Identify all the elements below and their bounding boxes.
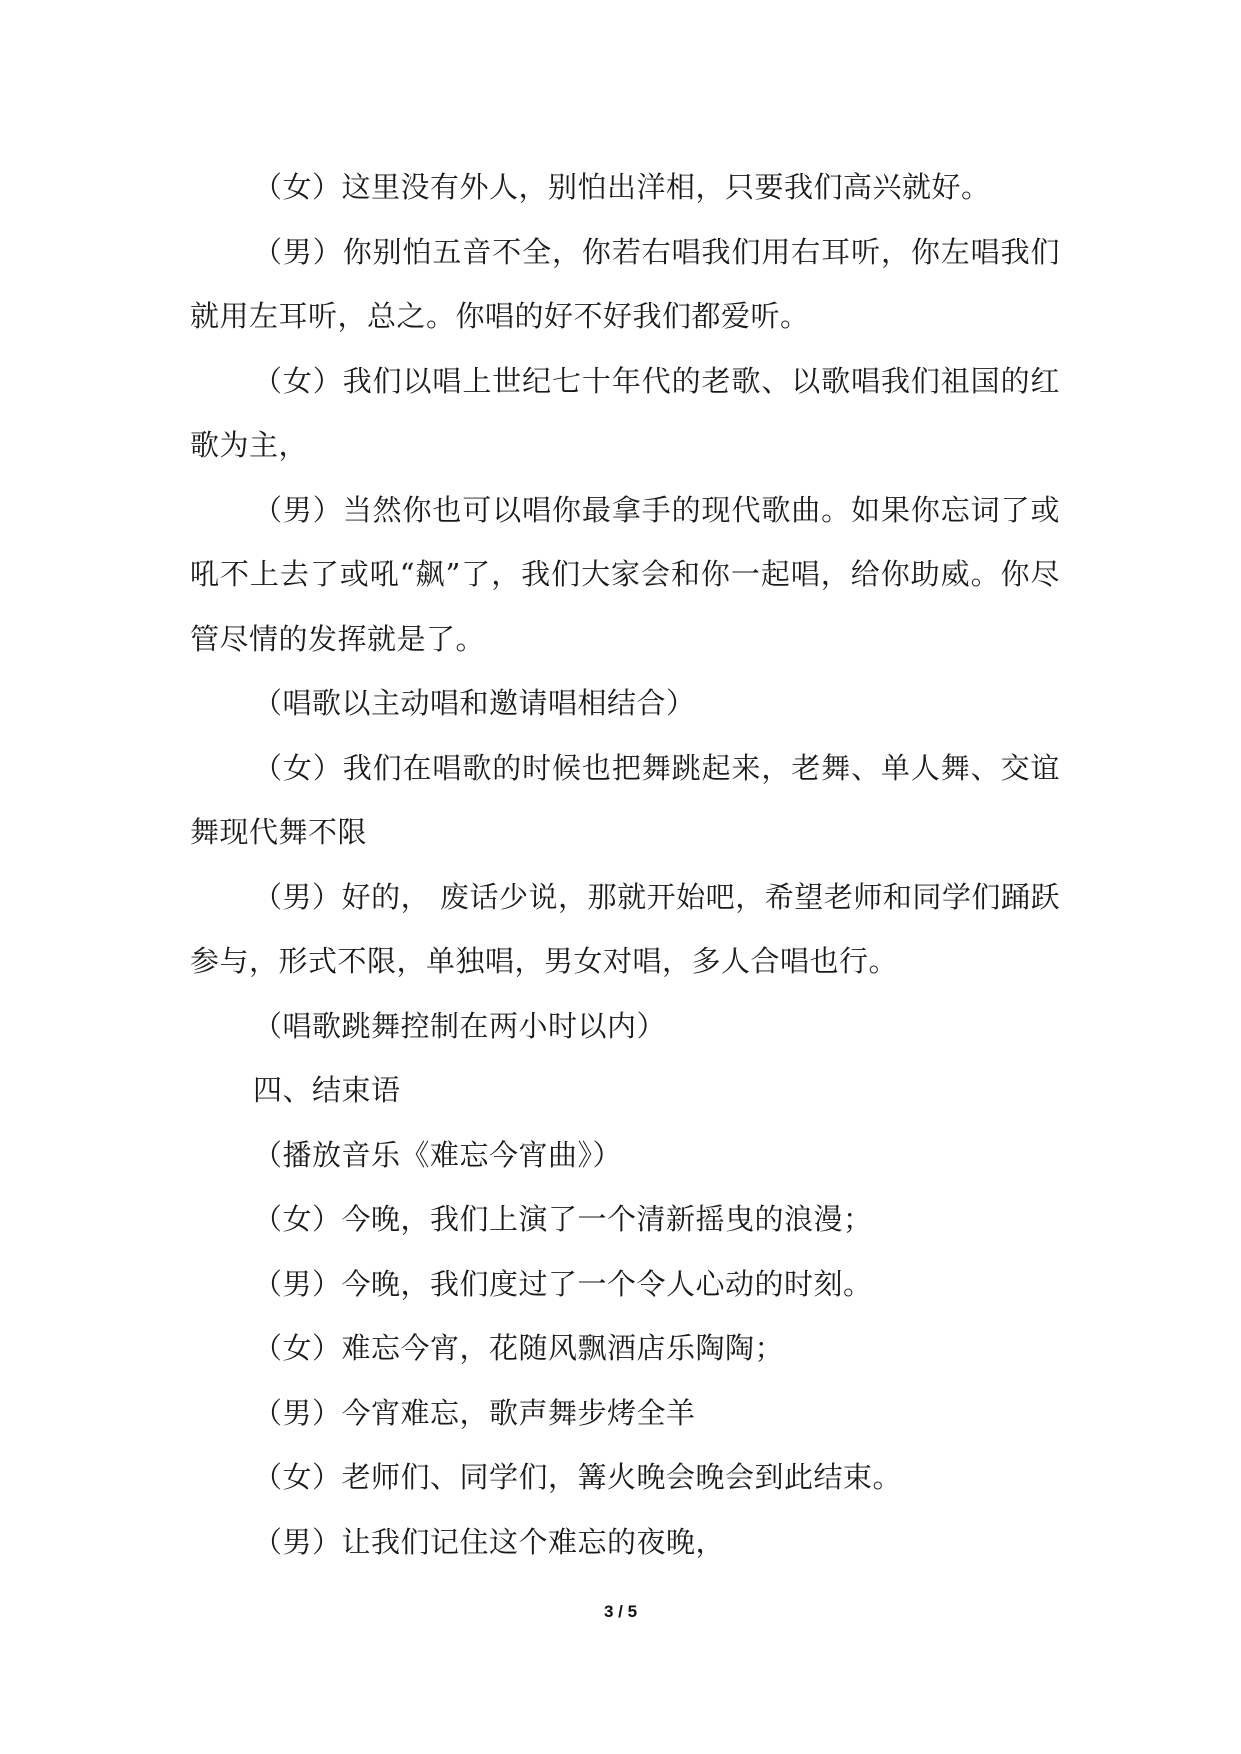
paragraph: （男）今晚，我们度过了一个令人心动的时刻。 bbox=[253, 1266, 873, 1301]
section-heading: 四、结束语 bbox=[253, 1073, 401, 1107]
document-body bbox=[190, 155, 1060, 1574]
paragraph: （男）今宵难忘，歌声舞步烤全羊 bbox=[253, 1395, 696, 1430]
paragraph: （女）难忘今宵，花随风飘酒店乐陶陶； bbox=[253, 1331, 785, 1365]
paragraph: （女）我们以唱上世纪七十年代的老歌、以歌唱我们祖国的红歌为主， bbox=[190, 363, 1060, 462]
paragraph: （女）我们在唱歌的时候也把舞跳起来，老舞、单人舞、交谊舞现代舞不限 bbox=[190, 750, 1060, 849]
paragraph: （男）当然你也可以唱你最拿手的现代歌曲。如果你忘词了或吼不上去了或吼“飙”了，我们大家会和你一起唱，给你助威。你尽管尽情的发挥就是了。 bbox=[190, 492, 1060, 656]
paragraph: （唱歌跳舞控制在两小时以内） bbox=[253, 1008, 667, 1043]
paragraph: （男）你别怕五音不全，你若右唱我们用右耳听，你左唱我们就用左耳听，总之。你唱的好不好我们都爱听。 bbox=[190, 234, 1060, 333]
paragraph: （唱歌以主动唱和邀请唱相结合） bbox=[253, 686, 696, 720]
paragraph: （女）今晚，我们上演了一个清新摇曳的浪漫； bbox=[253, 1202, 873, 1236]
paragraph: （女）这里没有外人，别怕出洋相，只要我们高兴就好。 bbox=[253, 170, 991, 204]
paragraph: （男）好的， 废话少说，那就开始吧，希望老师和同学们踊跃参与，形式不限，单独唱，男女对唱，多人合唱也行。 bbox=[190, 879, 1060, 978]
paragraph: （男）让我们记住这个难忘的夜晚， bbox=[253, 1524, 726, 1559]
paragraph: （女）老师们、同学们，篝火晚会晚会到此结束。 bbox=[253, 1460, 903, 1494]
page-number: 3 / 5 bbox=[603, 1602, 638, 1621]
paragraph: （播放音乐《难忘今宵曲》） bbox=[253, 1137, 623, 1172]
